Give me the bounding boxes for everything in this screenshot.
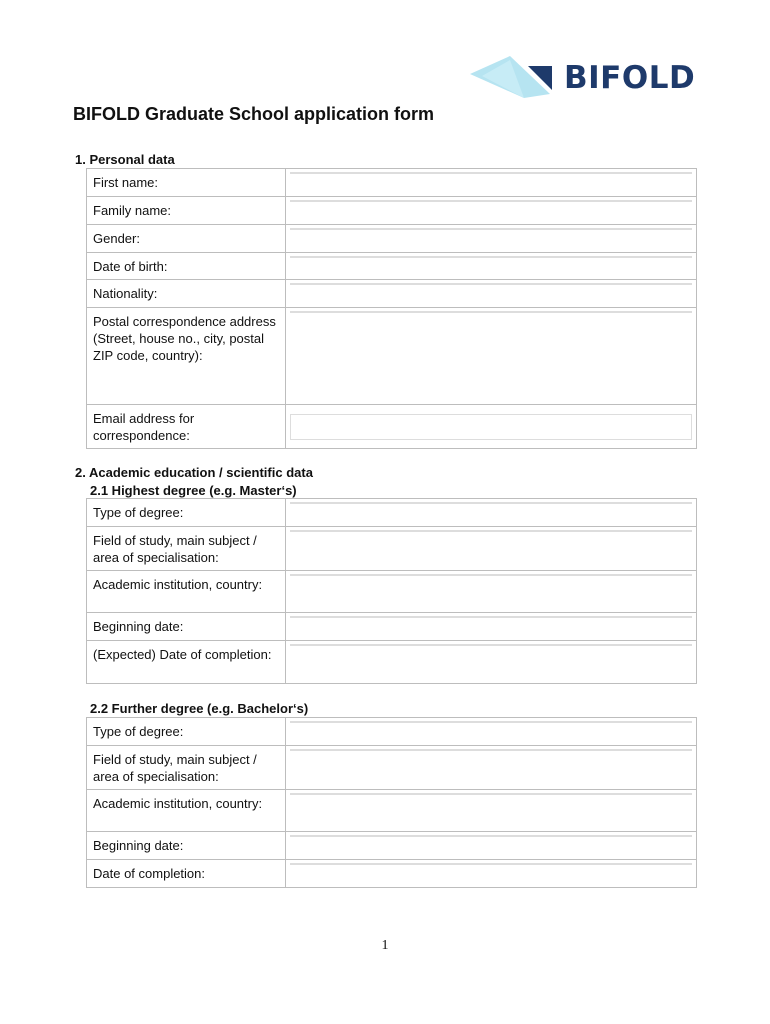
table-row <box>87 169 697 197</box>
email-label: Email address for correspondence: <box>87 405 286 449</box>
completion-date-label: (Expected) Date of completion: <box>87 641 286 684</box>
family-name-label: Family name: <box>87 197 286 225</box>
date-of-birth-field[interactable] <box>290 256 692 258</box>
table-row <box>87 225 697 253</box>
completion-date-label: Date of completion: <box>87 860 286 888</box>
family-name-field[interactable] <box>290 200 692 202</box>
field-of-study-field[interactable] <box>290 749 692 751</box>
academic-institution-field[interactable] <box>290 793 692 795</box>
section-2-heading: 2. Academic education / scientific data <box>75 465 313 480</box>
table-row <box>87 790 697 832</box>
postal-address-label: Postal correspondence address (Street, house no., city, postal ZIP code, country): <box>87 308 286 405</box>
table-row <box>87 280 697 308</box>
table-row <box>87 832 697 860</box>
table-row <box>87 613 697 641</box>
postal-address-field[interactable] <box>290 311 692 313</box>
highest-degree-table <box>86 498 697 684</box>
page-title: BIFOLD Graduate School application form <box>73 104 435 124</box>
field-of-study-label: Field of study, main subject / area of specialisation: <box>87 746 286 790</box>
bifold-logo <box>468 54 698 100</box>
table-row <box>87 499 697 527</box>
type-of-degree-label: Type of degree: <box>87 718 286 746</box>
email-field[interactable] <box>290 414 692 440</box>
field-of-study-field[interactable] <box>290 530 692 532</box>
gender-field[interactable] <box>290 228 692 230</box>
personal-data-table <box>86 168 697 449</box>
date-of-birth-label: Date of birth: <box>87 253 286 280</box>
academic-institution-label: Academic institution, country: <box>87 571 286 613</box>
gender-label: Gender: <box>87 225 286 253</box>
type-of-degree-field[interactable] <box>290 721 692 723</box>
table-row <box>87 308 697 405</box>
nationality-field[interactable] <box>290 283 692 285</box>
nationality-label: Nationality: <box>87 280 286 308</box>
table-row <box>87 746 697 790</box>
table-row <box>87 405 697 449</box>
first-name-label: First name: <box>87 169 286 197</box>
type-of-degree-label: Type of degree: <box>87 499 286 527</box>
section-1-heading: 1. Personal data <box>75 152 175 167</box>
academic-institution-label: Academic institution, country: <box>87 790 286 832</box>
page-number: 1 <box>381 938 389 953</box>
beginning-date-label: Beginning date: <box>87 832 286 860</box>
further-degree-table <box>86 717 697 888</box>
table-row <box>87 197 697 225</box>
beginning-date-label: Beginning date: <box>87 613 286 641</box>
table-row <box>87 571 697 613</box>
type-of-degree-field[interactable] <box>290 502 692 504</box>
completion-date-field[interactable] <box>290 644 692 646</box>
beginning-date-field[interactable] <box>290 835 692 837</box>
section-2-2-heading: 2.2 Further degree (e.g. Bachelor‘s) <box>90 701 309 716</box>
section-2-1-heading: 2.1 Highest degree (e.g. Master‘s) <box>90 483 297 498</box>
table-row <box>87 527 697 571</box>
table-row <box>87 718 697 746</box>
table-row <box>87 253 697 280</box>
academic-institution-field[interactable] <box>290 574 692 576</box>
logo-text: BIFOLD <box>564 60 696 96</box>
completion-date-field[interactable] <box>290 863 692 865</box>
table-row <box>87 641 697 684</box>
field-of-study-label: Field of study, main subject / area of specialisation: <box>87 527 286 571</box>
table-row <box>87 860 697 888</box>
first-name-field[interactable] <box>290 172 692 174</box>
beginning-date-field[interactable] <box>290 616 692 618</box>
bifold-logo-mark <box>468 54 564 100</box>
